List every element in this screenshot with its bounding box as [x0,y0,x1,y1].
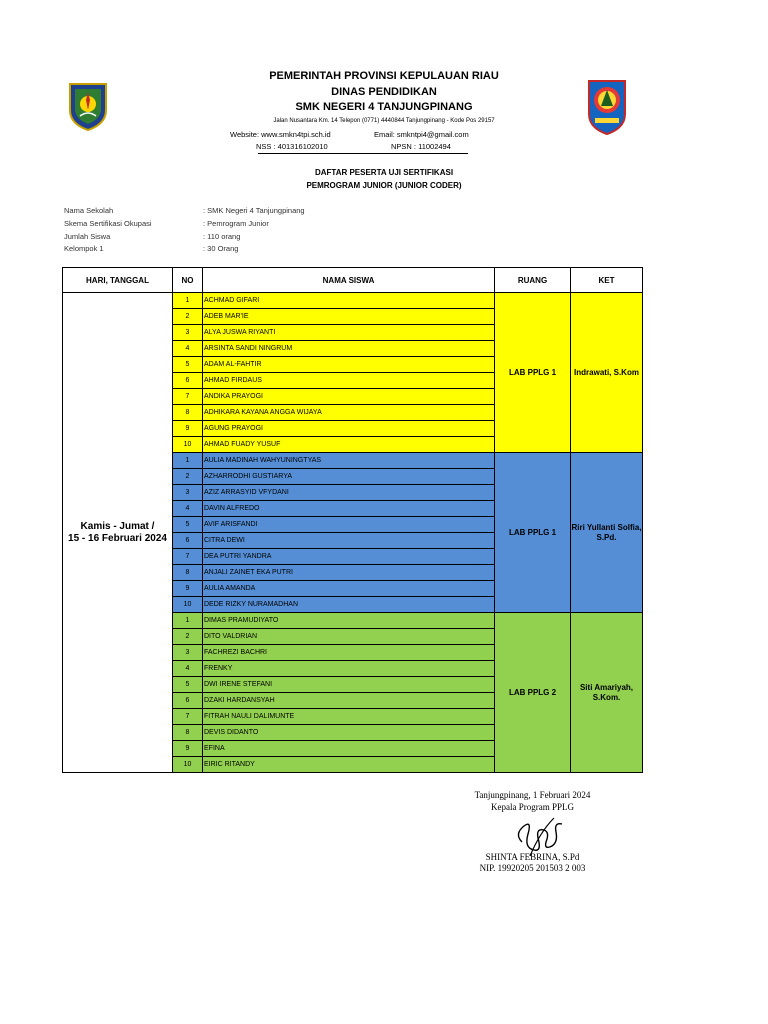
row-number: 10 [173,757,203,773]
row-number: 6 [173,533,203,549]
info-value: : 30 Orang [203,244,239,253]
row-number: 4 [173,501,203,517]
document-subtitle: PEMROGRAM JUNIOR (JUNIOR CODER) [306,181,462,190]
row-number: 8 [173,405,203,421]
row-number: 9 [173,741,203,757]
info-label: Jumlah Siswa [64,232,111,241]
student-name: ACHMAD GIFARI [203,293,495,309]
student-name: FRENKY [203,661,495,677]
signature-place-date: Tanjungpinang, 1 Februari 2024 [474,790,591,800]
header-no: NO [173,268,203,293]
signature-name: SHINTA FEBRINA, S.Pd [485,852,580,862]
table-row [63,293,643,309]
row-number: 9 [173,421,203,437]
row-number: 3 [173,485,203,501]
row-number: 8 [173,565,203,581]
government-title: PEMERINTAH PROVINSI KEPULAUAN RIAU [269,70,499,82]
student-name: AVIF ARISFANDI [203,517,495,533]
info-label: Kelompok 1 [64,244,104,253]
row-number: 2 [173,629,203,645]
student-name: ANJALI ZAINET EKA PUTRI [203,565,495,581]
row-number: 3 [173,645,203,661]
row-number: 1 [173,453,203,469]
header-room: RUANG [495,268,571,293]
school-website: Website: www.smkn4tpi.sch.id [230,130,331,139]
student-name: ADEB MAR'IE [203,309,495,325]
row-number: 2 [173,469,203,485]
header-ket: KET [571,268,643,293]
row-number: 3 [173,325,203,341]
participant-table [62,267,643,773]
table-header-row [63,268,643,293]
student-name: DZAKI HARDANSYAH [203,693,495,709]
info-label: Nama Sekolah [64,206,114,215]
school-email: Email: smkntpi4@gmail.com [374,130,469,139]
row-number: 5 [173,357,203,373]
row-number: 5 [173,517,203,533]
row-number: 7 [173,709,203,725]
student-name: AULIA MADINAH WAHYUNINGTYAS [203,453,495,469]
row-number: 10 [173,597,203,613]
row-number: 2 [173,309,203,325]
student-name: AULIA AMANDA [203,581,495,597]
student-name: DEVIS DIDANTO [203,725,495,741]
student-name: DITO VALDRIAN [203,629,495,645]
student-name: ADHIKARA KAYANA ANGGA WIJAYA [203,405,495,421]
signature-role: Kepala Program PPLG [491,802,574,812]
student-name: CITRA DEWI [203,533,495,549]
student-name: DIMAS PRAMUDIYATO [203,613,495,629]
school-title: SMK NEGERI 4 TANJUNGPINANG [295,101,473,113]
school-address: Jalan Nusantara Km. 14 Telepon (0771) 4440844 Tanjungpinang - Kode Pos 29157 [273,118,495,124]
student-name: DWI IRENE STEFANI [203,677,495,693]
student-name: EFINA [203,741,495,757]
supervisor-cell: Siti Amariyah, S.Kom. [571,613,643,773]
signature-nip: NIP. 19920205 201503 2 003 [479,863,586,873]
department-title: DINAS PENDIDIKAN [331,86,437,98]
room-cell: LAB PPLG 1 [495,293,571,453]
student-name: AGUNG PRAYOGI [203,421,495,437]
row-number: 9 [173,581,203,597]
school-npsn: NPSN : 11002494 [391,142,451,151]
row-number: 6 [173,373,203,389]
info-value: : SMK Negeri 4 Tanjungpinang [203,206,305,215]
info-value: : 110 orang [203,232,241,241]
info-label: Skema Sertifikasi Okupasi [64,219,152,228]
document-title: DAFTAR PESERTA UJI SERTIFIKASI [314,168,454,177]
supervisor-cell: Riri Yullanti Solfia, S.Pd. [571,453,643,613]
row-number: 7 [173,389,203,405]
student-name: EIRIC RITANDY [203,757,495,773]
student-name: AHMAD FIRDAUS [203,373,495,389]
date-line-1: Kamis - Jumat / [80,520,155,532]
row-number: 1 [173,613,203,629]
student-name: DEDE RIZKY NURAMADHAN [203,597,495,613]
room-cell: LAB PPLG 2 [495,613,571,773]
header-date: HARI, TANGGAL [63,268,173,293]
row-number: 4 [173,341,203,357]
room-cell: LAB PPLG 1 [495,453,571,613]
row-number: 4 [173,661,203,677]
student-name: DEA PUTRI YANDRA [203,549,495,565]
student-name: AZHARRODHI GUSTIARYA [203,469,495,485]
row-number: 1 [173,293,203,309]
student-name: ADAM AL-FAHTIR [203,357,495,373]
supervisor-cell: Indrawati, S.Kom [571,293,643,453]
student-name: DAVIN ALFREDO [203,501,495,517]
student-name: ANDIKA PRAYOGI [203,389,495,405]
row-number: 10 [173,437,203,453]
student-name: FITRAH NAULI DALIMUNTE [203,709,495,725]
student-name: AHMAD FUADY YUSUF [203,437,495,453]
row-number: 8 [173,725,203,741]
row-number: 5 [173,677,203,693]
student-name: ARSINTA SANDI NINGRUM [203,341,495,357]
student-name: ALYA JUSWA RIYANTI [203,325,495,341]
date-cell [63,293,173,773]
row-number: 6 [173,693,203,709]
header-divider [258,153,468,154]
header-name: NAMA SISWA [203,268,495,293]
student-name: AZIZ ARRASYID VFYDANI [203,485,495,501]
student-name: FACHREZI BACHRI [203,645,495,661]
date-line-2: 15 - 16 Februari 2024 [68,532,167,544]
school-nss: NSS : 401316102010 [256,142,328,151]
row-number: 7 [173,549,203,565]
info-value: : Pemrogram Junior [203,219,269,228]
